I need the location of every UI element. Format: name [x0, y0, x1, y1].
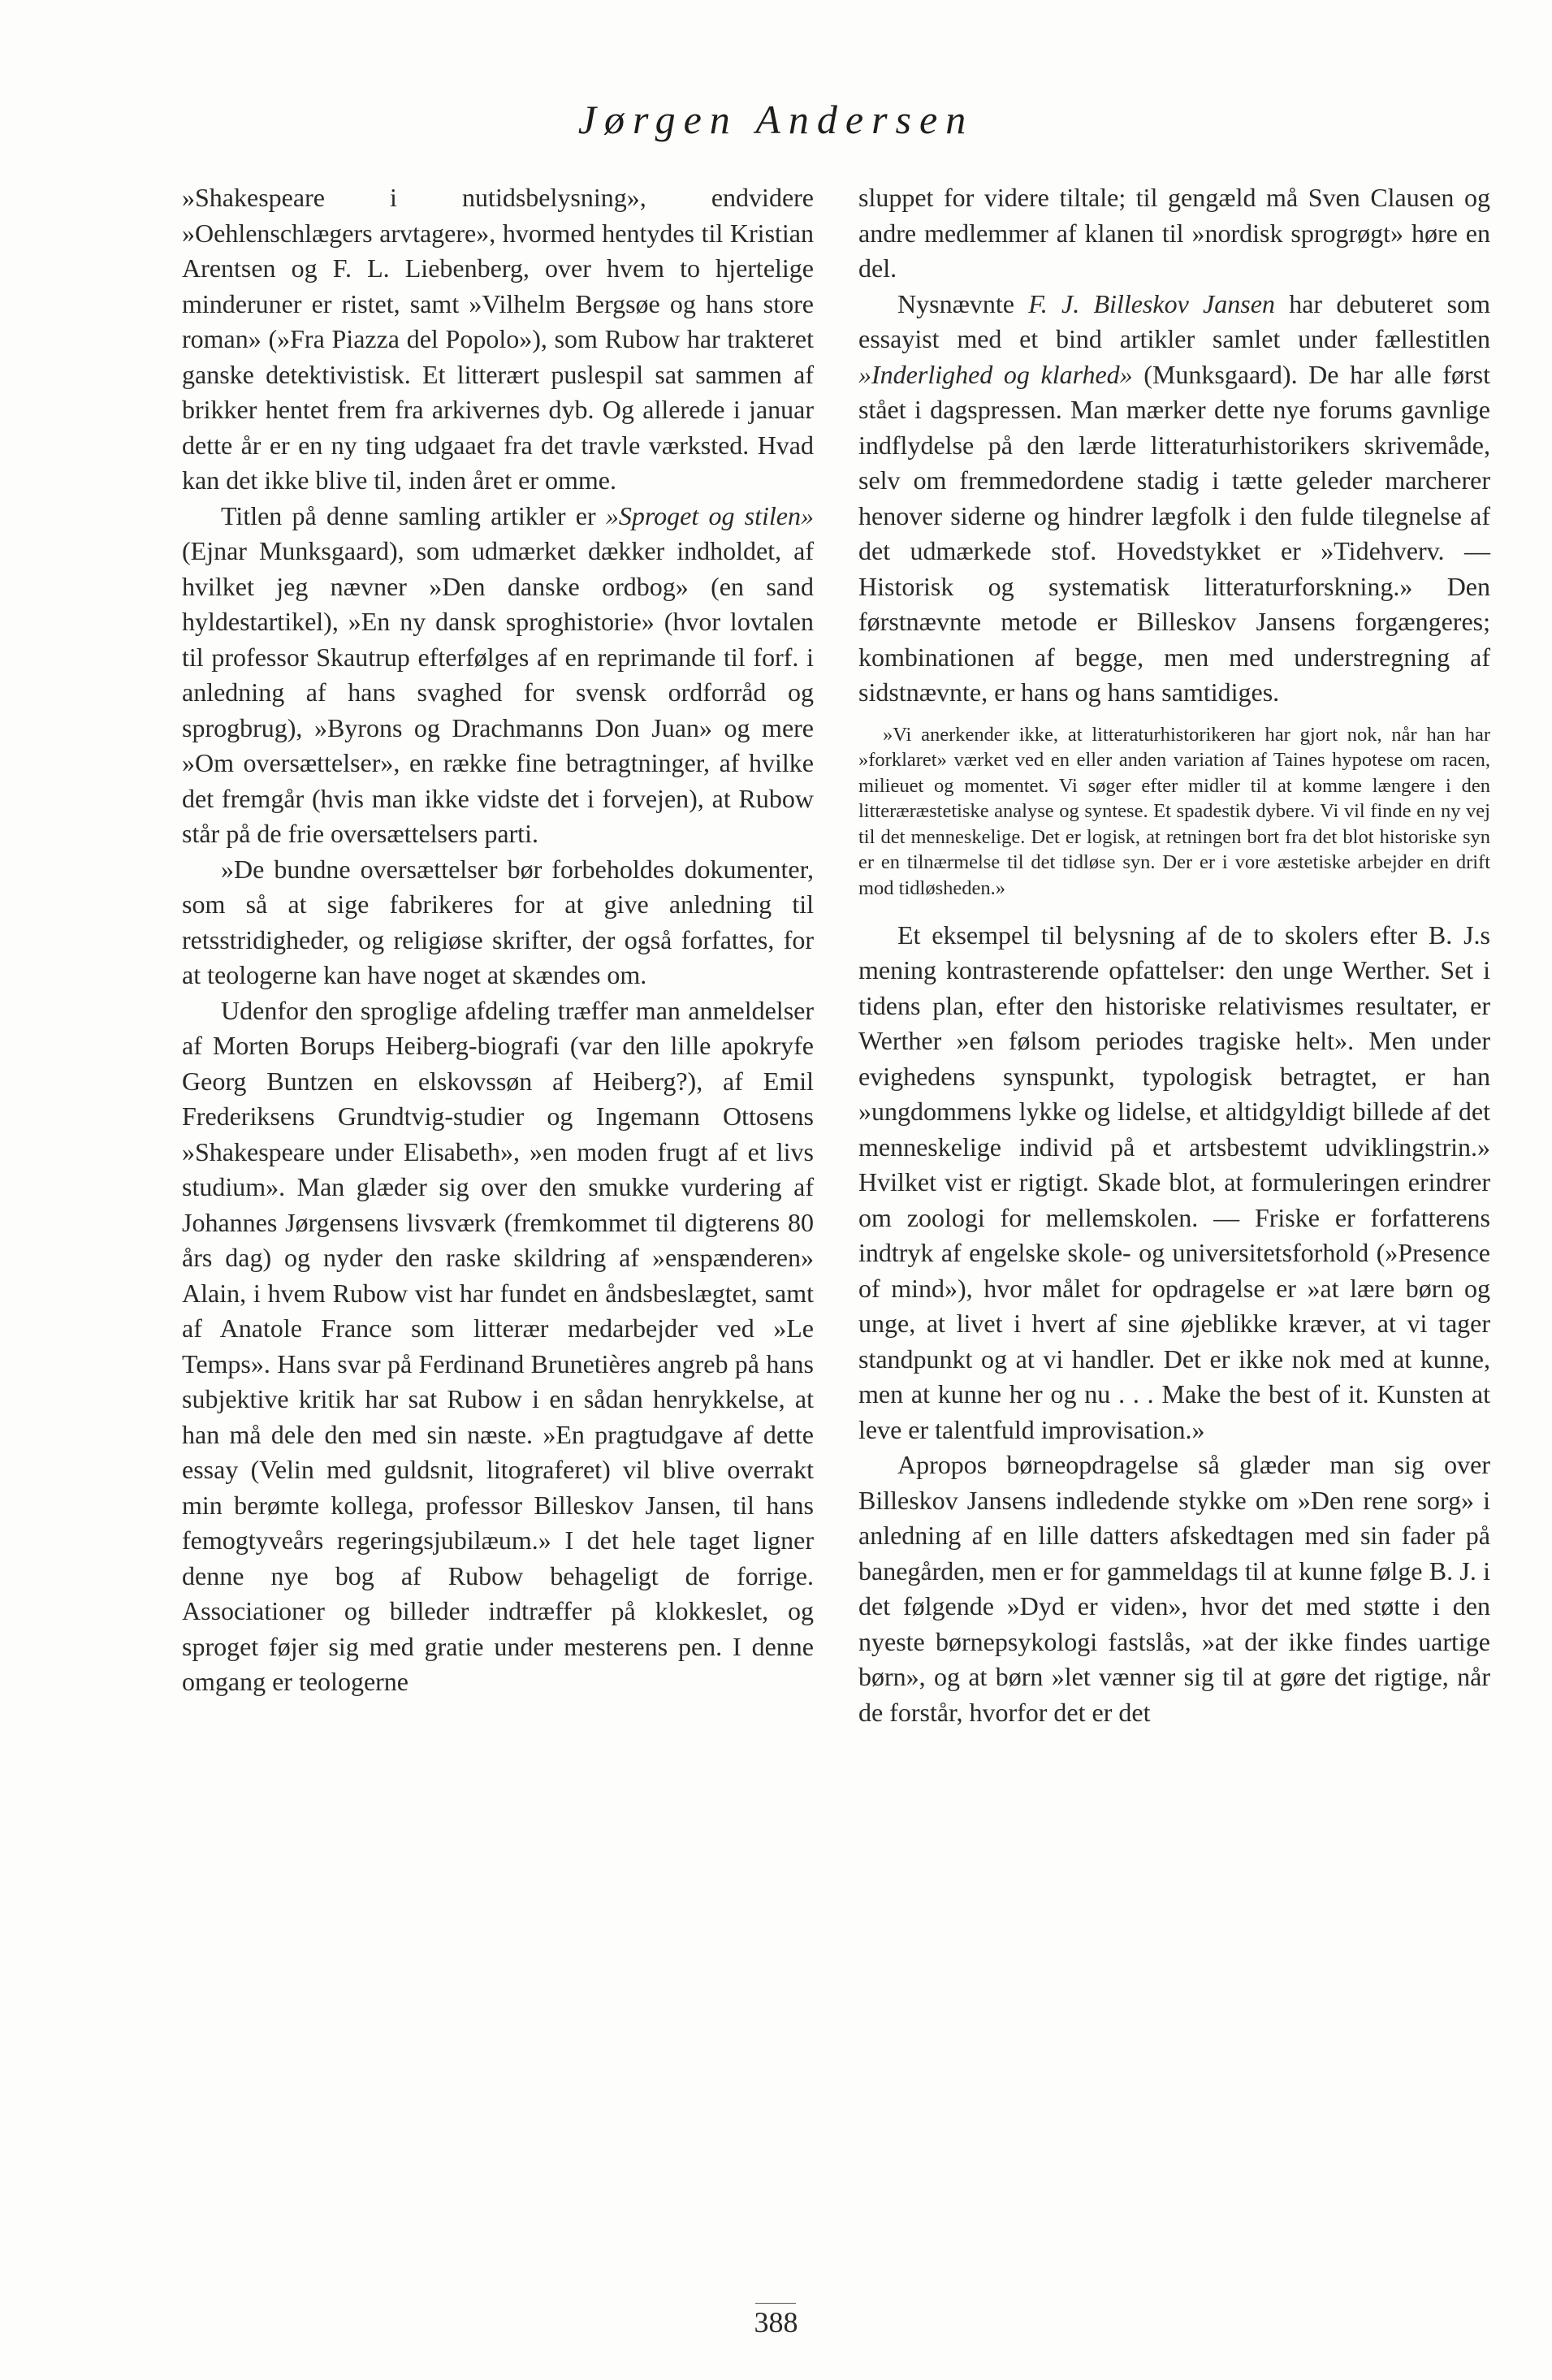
left-paragraph-4: Udenfor den sproglige afdeling træffer man anmeldelser af Morten Borups Heiberg-biografi (var den lille apokryfe Georg Buntzen en elskovssøn af Heiberg?), af Emil Frederiksens Grundtvig-studier og Ingemann Ottosens »Shakespeare under Elisabeth», »en moden frugt af et livs studium». Man glæder sig over den smukke vurdering af Johannes Jørgensens livsværk (fremkommet til digterens 80 års dag) og nyder den raske skildring af »enspænderen» Alain, i hvem Rubow vist har fundet en åndsbeslægtet, samt af Anatole France som litterær medarbejder ved »Le Temps». Hans svar på Ferdinand Brunetières angreb på hans subjektive kritik har sat Rubow i en sådan henrykkelse, at han må dele den med sin næste. »En pragtudgave af dette essay (Velin med guldsnit, litograferet) vil blive overrakt min berømte kollega, professor Billeskov Jansen, til hans femogtyveårs regeringsjubilæum.» I det hele taget ligner denne nye bog af Rubow behageligt de forrige. Associationer og billeder indtræffer på klokkeslet, og sproget føjer sig med gratie under mesterens pen. I denne omgang er teologerne	[182, 995, 814, 1696]
right-column	[858, 180, 1490, 1730]
right-paragraph-3: Et eksempel til belysning af de to skolers efter B. J.s mening kontrasterende opfattelser: den unge Werther. Set i tidens plan, efter den historiske relativismes resultater, er Werther »en følsom periodes tragiske helt». Men under evighedens synspunkt, typologisk betragtet, er han »ungdommens lykke og lidelse, et altidgyldigt billede af det menneskelige individ på et artsbestemt udviklingstrin.» Hvilket vist er rigtigt. Skade blot, at formuleringen erindrer om zoologi for mellemskolen. — Friske er forfatterens indtryk af engelske skole- og universitetsforhold (»Presence of mind»), hvor målet for opdragelse er »at lære børn og unge, at livet i hvert af sine øjeblikke kræver, at vi tager standpunkt og at vi handler. Det er ikke nok med at kunne, men at kunne her og nu . . . Make the best of it. Kunsten at leve er talentfuld improvisation.»	[858, 920, 1490, 1444]
book-title-sproget-og-stilen: »Sproget og stilen»	[605, 500, 815, 530]
right-paragraph-4: Apropos børneopdragelse så glæder man sig over Billeskov Jansens indledende stykke om »Den rene sorg» i anledning af en lille datters afskedtagen med sin fader på banegården, men er for gammeldags til at kunne følge B. J. i det følgende »Dyd er viden», hvor det med støtte i den nyeste børnepsykologi fastslås, »at der ikke findes uartige børn», og at børn »let vænner sig til at gøre det rigtige, når de forstår, hvorfor det er det	[858, 1450, 1490, 1727]
left-paragraph-3: »De bundne oversættelser bør forbeholdes dokumenter, som så at sige fabrikeres for at give anledning til retsstridigheder, og religiøse skrifter, der også forfattes, for at teologerne kan have noget at skændes om.	[182, 854, 814, 989]
right-paragraph-2	[858, 287, 1490, 711]
left-paragraph-2	[182, 499, 814, 852]
book-title-inderlighed-og-klarhed: »Inderlighed og klarhed»	[858, 359, 1133, 389]
left-paragraph-2-body: (Ejnar Munksgaard), som udmærket dækker indholdet, af hvilket jeg nævner »Den danske ordbog» (en sand hyldestartikel), »En ny dansk sproghistorie» (hvor lovtalen til professor Skautrup efterfølges af en reprimande til forf. i anledning af hans svaghed for svensk ordforråd og sprogbrug), »Byrons og Drachmanns Don Juan» og mere »Om oversættelser», en række fine betragtninger, af hvilke det fremgår (hvis man ikke vidste det i forvejen), at Rubow står på de frie oversættelsers parti.	[182, 536, 814, 848]
right-paragraph-2-body: (Munksgaard). De har alle først stået i dagspressen. Man mærker dette nye forums gavnlige indflydelse på den lærde litteraturhistorikers skrivemåde, selv om fremmedordene stadig i tætte geleder marcherer henover siderne og hindrer lægfolk i den fulde tilegnelse af det udmærkede stof. Hovedstykket er »Tidehverv. — Historisk og systematisk litteraturforskning.» Den førstnævnte metode er Billeskov Jansens forgængeres; kombinationen af begge, men med understregning af sidstnævnte, er hans og hans samtidiges.	[858, 359, 1491, 707]
left-column	[182, 180, 814, 1700]
author-name-billeskov-jansen: F. J. Billeskov Jansen	[1028, 288, 1275, 318]
page-number: 388	[754, 2306, 798, 2339]
block-quote	[858, 722, 1490, 902]
running-head: Jørgen Andersen	[577, 97, 975, 142]
left-paragraph-1: »Shakespeare i nutidsbelysning», endvidere »Oehlenschlægers arvtagere», hvormed hentydes til Kristian Arentsen og F. L. Liebenberg, over hvem to hjertelige minderuner er ristet, samt »Vilhelm Bergsøe og hans store roman» (»Fra Piazza del Popolo»), som Rubow har trakteret ganske detektivistisk. Et litterært puslespil sat sammen af brikker hentet frem fra arkivernes dyb. Og allerede i januar dette år er en ny ting udgaaet fra det travle værksted. Hvad kan det ikke blive til, inden året er omme.	[182, 183, 814, 495]
right-paragraph-2-mid: har debuteret som essayist med et bind artikler samlet under fællestitlen	[858, 288, 1491, 353]
page-number-rule	[755, 2303, 796, 2304]
left-paragraph-2-lead: Titlen på denne samling artikler er	[221, 500, 606, 530]
right-paragraph-1: sluppet for videre tiltale; til gengæld må Sven Clausen og andre medlemmer af klanen til »nordisk sprogrøgt» høre en del.	[858, 183, 1490, 283]
block-quote-text: »Vi anerkender ikke, at litteraturhistorikeren har gjort nok, når han har »forklaret» værket ved en eller anden variation af Taines hypotese om racen, milieuet og momentet. Vi søger efter midler til at komme længere i den litteræræstetiske analyse og syntese. Et spadestik dybere. Vi vil finde en ny vej til det menneskelige. Det er logisk, at retningen bort fra det blot historiske syn er en tilnærmelse til det tidløse syn. Der er i vore æstetiske arbejder en drift mod tidløsheden.»	[858, 723, 1490, 900]
right-paragraph-2-lead: Nysnævnte	[897, 288, 1029, 318]
